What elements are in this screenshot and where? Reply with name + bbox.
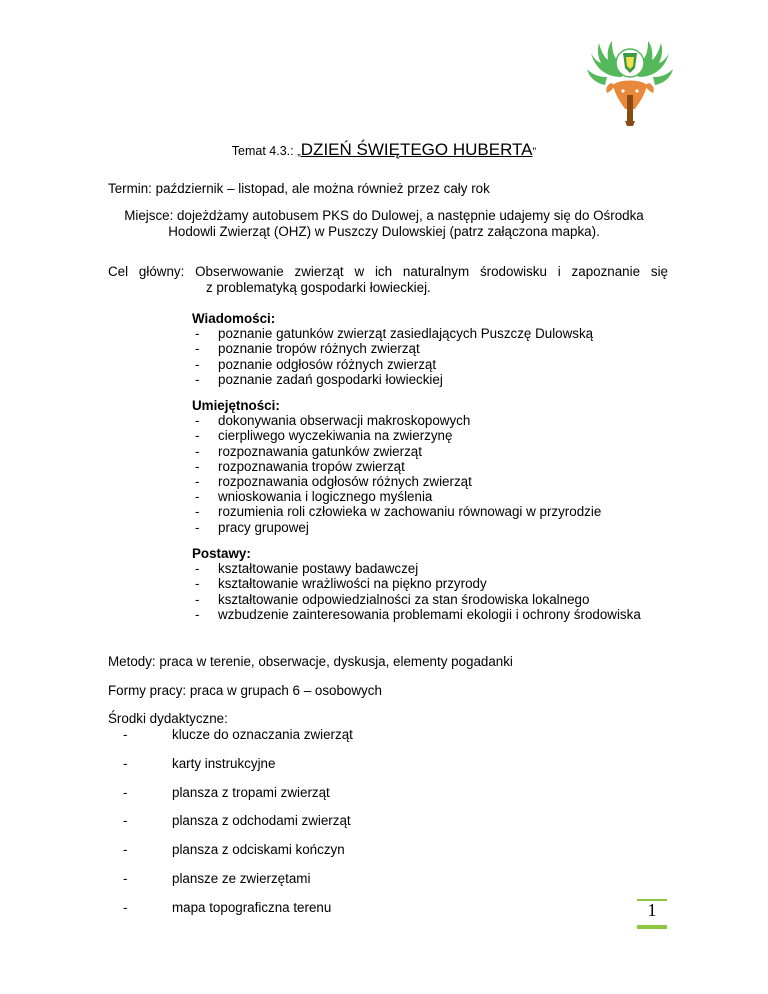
page-number: 1 [647, 900, 657, 920]
umiejetnosci-heading: Umiejętności: [192, 398, 280, 413]
list-item: - rozumienia roli człowieka w zachowaniu równowagi w przyrodzie [192, 504, 601, 519]
list-item: - poznanie gatunków zwierząt zasiedlających Puszczę Dulowską [192, 326, 593, 341]
list-item: - mapa topograficzna terenu [120, 900, 353, 915]
list-item: - plansza z odchodami zwierząt [120, 813, 353, 828]
postawy-section [192, 546, 641, 622]
list-item: - wnioskowania i logicznego myślenia [192, 489, 601, 504]
srodki-section [120, 727, 353, 929]
crest-icon [616, 49, 644, 77]
list-item: - poznanie zadań gospodarki łowieckiej [192, 372, 593, 387]
list-item: - karty instrukcyjne [120, 756, 353, 771]
wiadomosci-list [192, 326, 593, 387]
list-item: - rozpoznawania gatunków zwierząt [192, 444, 601, 459]
umiejetnosci-list [192, 413, 601, 535]
page-number-rule-bottom [637, 925, 667, 929]
title-main: DZIEŃ ŚWIĘTEGO HUBERTA [300, 140, 533, 159]
postawy-heading: Postawy: [192, 546, 251, 561]
termin-line: Termin: październik – listopad, ale można również przez cały rok [108, 181, 490, 196]
miejsce-line-2: Hodowli Zwierząt (OHZ) w Puszczy Dulowskiej (patrz załączona mapka). [168, 224, 600, 239]
cel-line-2: z problematyką gospodarki łowieckiej. [206, 280, 431, 295]
list-item: - plansza z odciskami kończyn [120, 842, 353, 857]
list-item: - dokonywania obserwacji makroskopowych [192, 413, 601, 428]
umiejetnosci-section [192, 398, 601, 535]
list-item: - wzbudzenie zainteresowania problemami ekologii i ochrony środowiska [192, 607, 641, 622]
list-item: - pracy grupowej [192, 520, 601, 535]
srodki-list [120, 727, 353, 915]
deer-head-icon [606, 81, 654, 127]
cel-line-1: Cel główny: Obserwowanie zwierząt w ich naturalnym środowisku i zapoznanie się [108, 264, 668, 279]
list-item: - kształtowanie odpowiedzialności za stan środowiska lokalnego [192, 592, 641, 607]
document-title [0, 140, 768, 160]
hunting-logo [585, 33, 675, 128]
wiadomosci-heading: Wiadomości: [192, 311, 276, 326]
miejsce-line-1: Miejsce: dojeżdżamy autobusem PKS do Dulowej, a następnie udajemy się do Ośrodka [124, 208, 644, 223]
list-item: - poznanie odgłosów różnych zwierząt [192, 357, 593, 372]
list-item: - kształtowanie postawy badawczej [192, 561, 641, 576]
list-item: - cierpliwego wyczekiwania na zwierzynę [192, 428, 601, 443]
list-item: - rozpoznawania tropów zwierząt [192, 459, 601, 474]
srodki-heading: Środki dydaktyczne: [108, 711, 228, 726]
list-item: - kształtowanie wrażliwości na piękno przyrody [192, 576, 641, 591]
postawy-list [192, 561, 641, 622]
wiadomosci-section [192, 311, 593, 387]
title-open-quote: „ [297, 146, 301, 158]
list-item: - rozpoznawania odgłosów różnych zwierząt [192, 474, 601, 489]
list-item: - plansza z tropami zwierząt [120, 785, 353, 800]
title-close-quote: ” [532, 146, 537, 158]
formy-line: Formy pracy: praca w grupach 6 – osobowych [108, 683, 382, 698]
list-item: - poznanie tropów różnych zwierząt [192, 341, 593, 356]
list-item: - plansze ze zwierzętami [120, 871, 353, 886]
miejsce-block [0, 208, 768, 240]
list-item: - klucze do oznaczania zwierząt [120, 727, 353, 742]
title-prefix: Temat 4.3.: [231, 144, 298, 158]
metody-line: Metody: praca w terenie, obserwacje, dyskusja, elementy pogadanki [108, 654, 513, 669]
